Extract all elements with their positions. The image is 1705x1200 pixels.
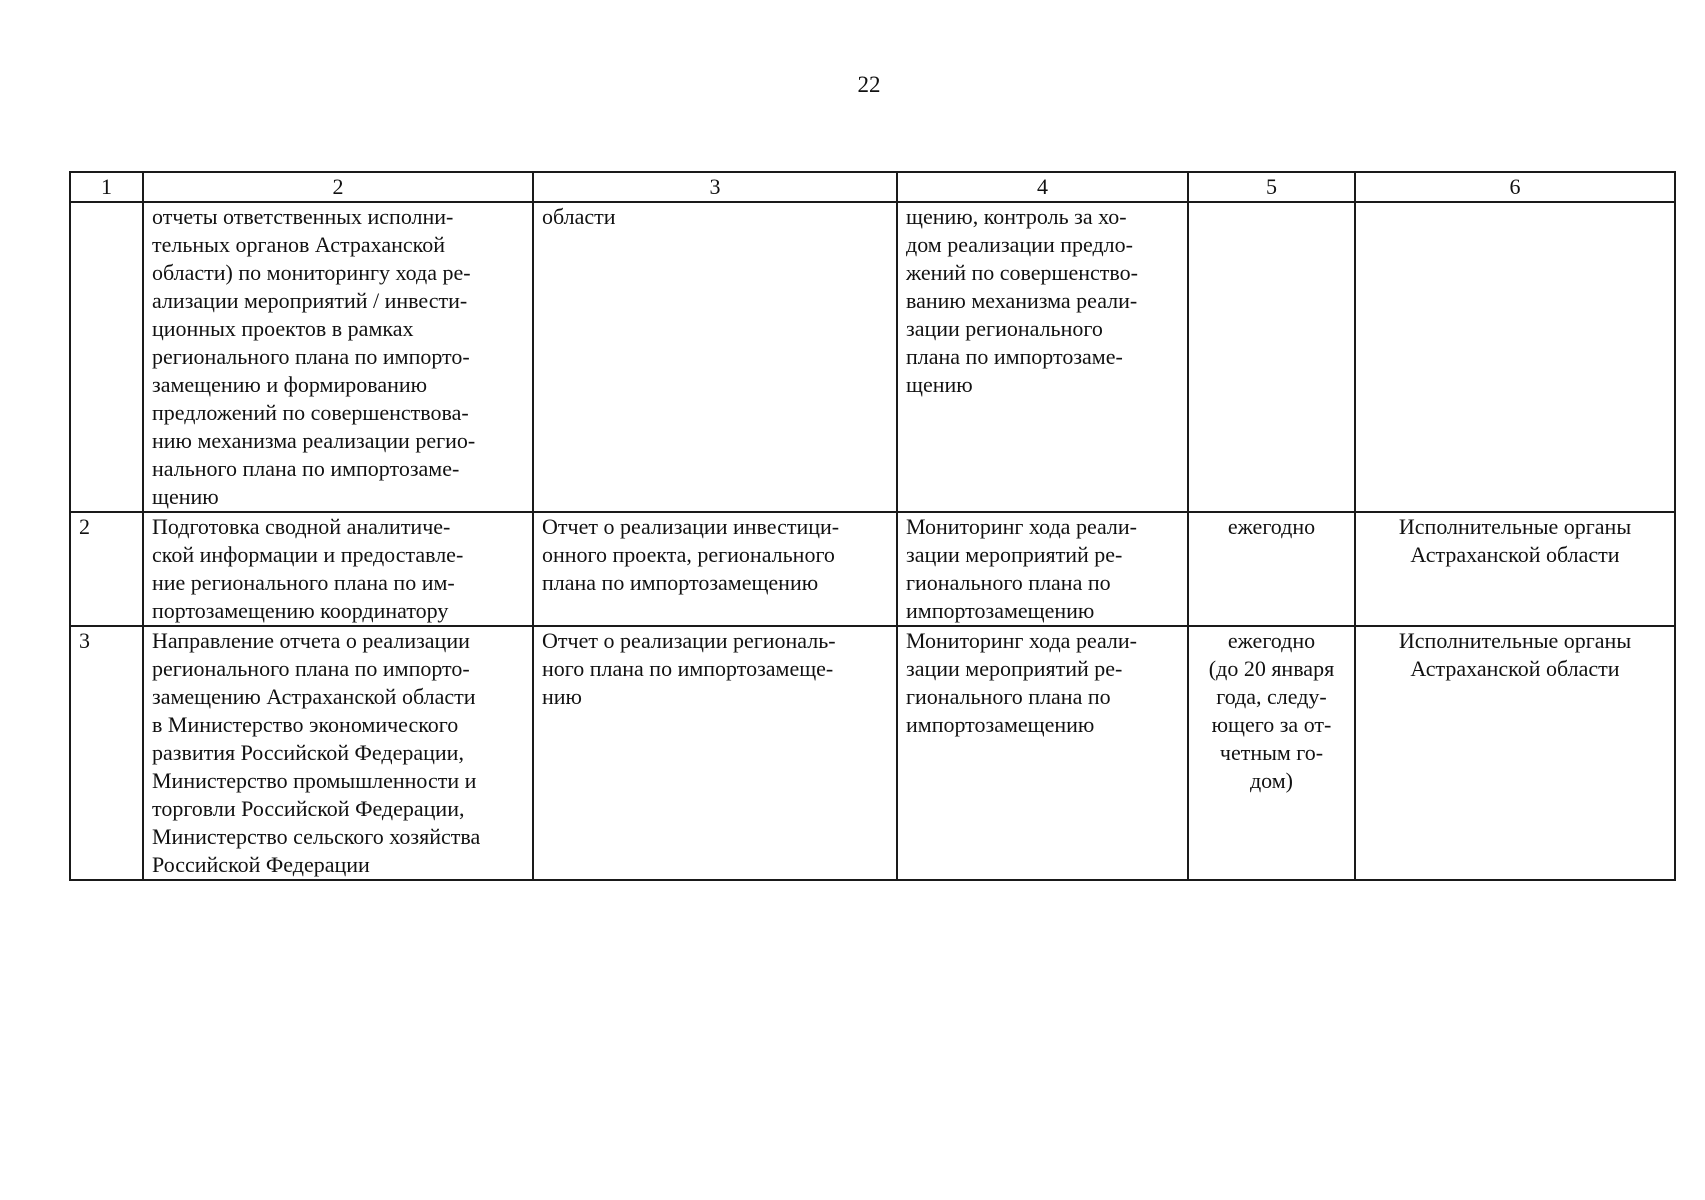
row-number-cell bbox=[70, 202, 143, 512]
result-cell: Мониторинг хода реали- зации мероприятий ре- гионального плана по импортозамещению bbox=[897, 626, 1188, 880]
column-header-5: 5 bbox=[1188, 172, 1355, 202]
deadline-cell bbox=[1188, 202, 1355, 512]
column-header-6: 6 bbox=[1355, 172, 1675, 202]
responsible-cell bbox=[1355, 202, 1675, 512]
column-header-4: 4 bbox=[897, 172, 1188, 202]
result-cell: Мониторинг хода реали- зации мероприятий ре- гионального плана по импортозамещению bbox=[897, 512, 1188, 626]
column-header-2: 2 bbox=[143, 172, 533, 202]
activity-cell: Направление отчета о реализации регионального плана по импорто- замещению Астраханской области в Министерство экономического развития Российской Федерации, Министерство промышленности и торговли Российской Федерации, Министерство сельского хозяйства Российской Федерации bbox=[143, 626, 533, 880]
table-row bbox=[70, 202, 1675, 512]
result-cell: щению, контроль за хо- дом реализации предло- жений по совершенство- ванию механизма реали- зации регионального плана по импортозаме- щению bbox=[897, 202, 1188, 512]
table-body bbox=[70, 202, 1675, 880]
deadline-cell: ежегодно (до 20 января года, следу- ющего за от- четным го- дом) bbox=[1188, 626, 1355, 880]
table-row bbox=[70, 512, 1675, 626]
document-cell: области bbox=[533, 202, 897, 512]
document-cell: Отчет о реализации региональ- ного плана по импортозамеще- нию bbox=[533, 626, 897, 880]
column-header-3: 3 bbox=[533, 172, 897, 202]
deadline-cell: ежегодно bbox=[1188, 512, 1355, 626]
document-table bbox=[69, 171, 1676, 881]
table-header bbox=[70, 172, 1675, 202]
row-number-cell: 2 bbox=[70, 512, 143, 626]
row-number-cell: 3 bbox=[70, 626, 143, 880]
responsible-cell: Исполнительные органы Астраханской области bbox=[1355, 626, 1675, 880]
column-header-1: 1 bbox=[70, 172, 143, 202]
activity-cell: отчеты ответственных исполни- тельных органов Астраханской области) по мониторингу хода ре- ализации мероприятий / инвести- ционных проектов в рамках регионального плана по импорто- замещению и формированию предложений по совершенствова- нию механизма реализации регио- нального плана по импортозаме- щению bbox=[143, 202, 533, 512]
responsible-cell: Исполнительные органы Астраханской области bbox=[1355, 512, 1675, 626]
activity-cell: Подготовка сводной аналитиче- ской информации и предоставле- ние регионального плана по им- портозамещению координатору bbox=[143, 512, 533, 626]
page-number: 22 bbox=[857, 72, 881, 97]
table-row bbox=[70, 626, 1675, 880]
document-cell: Отчет о реализации инвестици- онного проекта, регионального плана по импортозамещению bbox=[533, 512, 897, 626]
header-row bbox=[70, 172, 1675, 202]
